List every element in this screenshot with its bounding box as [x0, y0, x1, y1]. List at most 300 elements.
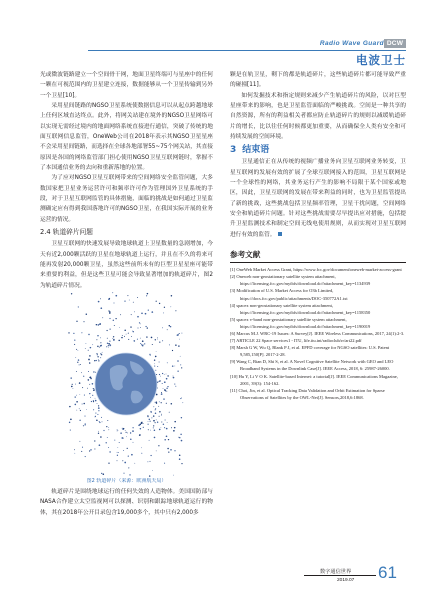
reference-item: [4] spacex non-geostationary satellite system attachment, https://licensing.fcc.gov/myibfs/download.do?attachment_key=1158350 — [230, 302, 371, 315]
debris-dot — [128, 455, 129, 456]
debris-dot — [108, 429, 109, 430]
debris-dot — [80, 410, 81, 411]
debris-dot — [161, 421, 162, 422]
debris-dot — [173, 430, 175, 432]
debris-dot — [109, 312, 110, 313]
debris-dot — [142, 340, 144, 342]
reference-item: [9] Wang C, Bian D, Shi S, et al. A Novel Cognitive Satellite Network with GEO and LEO Broadband Systems in the Downlink Case[J]. IEEE Access, 2018, 6: 25987-26000. — [230, 359, 394, 372]
debris-dot — [95, 398, 96, 399]
debris-dot — [85, 343, 86, 344]
debris-dot — [168, 451, 169, 452]
debris-dot — [149, 419, 150, 420]
debris-dot — [96, 339, 97, 340]
debris-dot — [122, 460, 123, 461]
debris-dot — [124, 300, 125, 301]
paragraph: 如何发掘技术和指定规则来减少产生轨道碎片的风险，以对巨型星座带来的影响，也是卫星监管面临的严峻挑战。空间是一种共享的自然资源，所有的利益相关者都应防止轨道碎片的规则以减缓轨道碎片的增长，比以往任何时候都更加重要，从而确保全人类有安全和可持续发展的空间环境。 — [230, 92, 406, 141]
debris-dot — [71, 293, 72, 294]
debris-dot — [89, 355, 91, 357]
debris-dot — [75, 357, 76, 358]
debris-dot — [161, 414, 162, 415]
debris-dot — [139, 434, 141, 436]
debris-dot — [130, 432, 131, 433]
debris-dot — [161, 415, 162, 416]
debris-dot — [156, 300, 157, 301]
debris-dot — [155, 412, 157, 414]
debris-dot — [159, 361, 160, 362]
header-rule — [88, 50, 406, 51]
debris-dot — [166, 391, 167, 392]
debris-dot — [100, 342, 101, 343]
debris-dot — [120, 314, 121, 315]
debris-dot — [118, 430, 119, 431]
debris-dot — [109, 340, 110, 341]
debris-dot — [76, 410, 77, 411]
debris-dot — [179, 437, 180, 438]
debris-dot — [179, 454, 181, 456]
debris-dot — [155, 402, 156, 403]
debris-dot — [175, 344, 177, 346]
debris-dot — [75, 403, 77, 405]
debris-dot — [166, 374, 167, 375]
debris-dot — [117, 460, 118, 461]
debris-dot — [166, 428, 168, 430]
debris-dot — [164, 463, 165, 464]
debris-dot — [112, 292, 113, 293]
debris-dot — [181, 440, 183, 442]
debris-dot — [120, 432, 122, 434]
header-english-title: Radio Wave Guard — [319, 40, 384, 47]
debris-dot — [100, 337, 101, 338]
debris-dot — [174, 366, 175, 367]
debris-dot — [153, 427, 154, 428]
debris-dot — [164, 381, 166, 383]
debris-dot — [76, 320, 77, 321]
debris-dot — [144, 343, 145, 344]
debris-dot — [121, 337, 122, 338]
debris-dot — [159, 428, 161, 430]
debris-dot — [88, 379, 90, 381]
debris-dot — [127, 448, 128, 449]
debris-dot — [94, 440, 95, 441]
debris-dot — [161, 393, 163, 395]
debris-dot — [97, 356, 98, 357]
debris-dot — [169, 412, 170, 413]
debris-dot — [177, 334, 178, 335]
debris-dot — [103, 430, 104, 431]
debris-dot — [154, 429, 156, 431]
debris-dot — [140, 428, 141, 429]
debris-dot — [98, 432, 99, 433]
debris-dot — [173, 376, 174, 377]
debris-dot — [130, 326, 131, 327]
debris-dot — [175, 310, 176, 311]
debris-dot — [168, 439, 169, 440]
debris-dot — [160, 376, 161, 377]
debris-dot — [106, 426, 107, 427]
debris-dot — [117, 447, 118, 448]
subsection-heading: 2.4 轨道碎片问题 — [40, 228, 93, 237]
debris-dot — [177, 370, 178, 371]
debris-dot — [88, 334, 89, 335]
debris-dot — [171, 403, 173, 405]
debris-dot — [109, 328, 110, 329]
debris-dot — [75, 396, 76, 397]
figure-caption: 图2 轨道碎片（来源：欧洲航天局） — [86, 477, 167, 484]
debris-dot — [85, 348, 86, 349]
debris-dot — [97, 335, 98, 336]
debris-dot — [93, 371, 94, 372]
debris-dot — [174, 421, 176, 423]
debris-dot — [146, 295, 147, 296]
debris-dot — [90, 376, 92, 378]
reference-item: [10] Hu Y, Li V O K. Satellite-based Internet: a tutorial[J]. IEEE Communications Magazine, 2001, 39(3): 154-162. — [230, 373, 398, 386]
paragraph: 光或微波链路建立一个空间骨干网，地面卫星终端可与星座中的任何一颗在可视范围内的卫星建立连接，数据能够从一个卫星传输到另外一个卫星[10]。 — [40, 72, 213, 99]
debris-dot — [156, 351, 157, 352]
reference-item: [1] OneWeb Market Access Grant, https://www.fcc.gov/document/oneweb-market-access-grant — [230, 267, 402, 273]
end-mark-icon — [278, 232, 282, 236]
debris-dot — [83, 425, 84, 426]
debris-dot — [163, 423, 164, 424]
debris-dot — [99, 444, 101, 446]
footer-date: 2019.07 — [337, 578, 355, 583]
debris-dot — [112, 338, 113, 339]
debris-dot — [150, 421, 151, 422]
debris-dot — [156, 450, 157, 451]
debris-dot — [167, 448, 169, 450]
debris-dot — [157, 421, 158, 422]
debris-dot — [167, 329, 168, 330]
debris-dot — [114, 325, 115, 326]
debris-dot — [137, 339, 138, 340]
debris-dot — [72, 384, 73, 385]
debris-dot — [70, 418, 72, 420]
section-heading — [230, 144, 406, 156]
debris-dot — [150, 411, 152, 413]
debris-dot — [117, 429, 118, 430]
debris-dot — [166, 435, 168, 437]
debris-dot — [131, 336, 132, 337]
debris-dot — [79, 408, 80, 409]
reference-item: [11] Choi, Jin, et al. Optical Tracking Data Validation and Orbit Estimation for Sparse Observations of Satellites by the OWL-Net[J]. Sensors,2018,6:1868. — [230, 387, 385, 400]
debris-dot — [158, 406, 159, 407]
debris-dot — [166, 378, 168, 380]
debris-dot — [106, 346, 107, 347]
debris-dot — [68, 332, 69, 333]
debris-dot — [71, 385, 73, 387]
debris-dot — [137, 316, 139, 318]
debris-dot — [80, 364, 81, 365]
debris-dot — [180, 364, 181, 365]
debris-dot — [173, 377, 175, 379]
debris-dot — [127, 295, 128, 296]
debris-dot — [159, 380, 160, 381]
debris-dot — [162, 340, 163, 341]
debris-dot — [125, 430, 126, 431]
debris-dot — [178, 345, 179, 346]
debris-dot — [179, 458, 181, 460]
debris-dot — [158, 445, 159, 446]
debris-dot — [83, 403, 85, 405]
debris-dot — [164, 427, 165, 428]
debris-dot — [181, 463, 182, 464]
debris-dot — [150, 355, 151, 356]
debris-dot — [155, 355, 157, 357]
debris-dot — [131, 314, 132, 315]
debris-dot — [79, 364, 80, 365]
debris-dot — [156, 394, 158, 396]
debris-dot — [86, 313, 87, 314]
debris-dot — [155, 409, 156, 410]
debris-dot — [93, 409, 94, 410]
debris-dot — [113, 336, 114, 337]
debris-dot — [148, 416, 149, 417]
paragraph: 颗是在轨卫星，剩下的都是轨道碎片，这些轨道碎片都可能导致严重的碰撞[11]。 — [230, 72, 406, 89]
debris-dot — [115, 318, 116, 319]
debris-dot — [162, 327, 163, 328]
debris-dot — [162, 373, 163, 374]
paragraph: 轨道碎片是围绕地球运行的任何失效的人造物体。美国国防部与NASA合作建立太空监视网可以探测、识别和跟踪地球轨道运行的物体，其在2018年公开目录包含19,000多个，其中只有2,000多 — [40, 488, 213, 516]
debris-dot — [133, 331, 134, 332]
debris-dot — [154, 359, 155, 360]
debris-dot — [159, 401, 160, 402]
debris-dot — [107, 342, 108, 343]
paragraph — [230, 157, 406, 240]
debris-dot — [76, 395, 77, 396]
debris-dot — [154, 365, 155, 366]
debris-dot — [113, 339, 114, 340]
debris-dot — [107, 437, 108, 438]
right-column — [230, 70, 406, 401]
debris-dot — [181, 397, 182, 398]
debris-dot — [163, 388, 164, 389]
debris-dot — [118, 452, 119, 453]
debris-dot — [138, 424, 140, 426]
debris-dot — [150, 430, 151, 431]
debris-dot — [172, 365, 174, 367]
debris-dot — [157, 337, 158, 338]
debris-dot — [140, 327, 141, 328]
debris-dot — [109, 344, 110, 345]
debris-dot — [114, 302, 115, 303]
debris-dot — [129, 474, 130, 475]
debris-dot — [84, 394, 85, 395]
debris-dot — [88, 359, 90, 361]
debris-dot — [179, 333, 180, 334]
debris-dot — [108, 462, 109, 463]
debris-dot — [137, 327, 138, 328]
debris-dot — [106, 330, 107, 331]
debris-dot — [99, 422, 100, 423]
debris-dot — [132, 427, 133, 428]
debris-dot — [100, 298, 101, 299]
debris-dot — [150, 461, 151, 462]
dcw-logo: DCW — [384, 39, 406, 48]
debris-dot — [85, 423, 86, 424]
debris-dot — [147, 461, 148, 462]
debris-dot — [167, 375, 168, 376]
debris-dot — [156, 419, 157, 420]
debris-dot — [89, 450, 90, 451]
debris-dot — [170, 306, 171, 307]
debris-dot — [163, 398, 164, 399]
debris-dot — [175, 386, 176, 387]
debris-dot — [174, 450, 175, 451]
debris-dot — [143, 344, 144, 345]
debris-dot — [95, 412, 96, 413]
debris-dot — [129, 299, 130, 300]
reference-item: [5] spacex v-band non-geostationary satellite system attachment, https://licensing.fcc.gov/myibfs/download.do?attachment_key=1190019 — [230, 316, 371, 329]
debris-dot — [93, 388, 94, 389]
debris-dot — [141, 453, 142, 454]
debris-dot — [162, 383, 163, 384]
debris-dot — [83, 375, 84, 376]
debris-dot — [97, 414, 98, 415]
debris-dot — [156, 402, 157, 403]
debris-dot — [82, 387, 83, 388]
debris-dot — [102, 352, 103, 353]
debris-dot — [102, 317, 103, 318]
debris-dot — [161, 427, 162, 428]
debris-dot — [164, 439, 166, 441]
debris-dot — [133, 442, 134, 443]
debris-dot — [98, 407, 100, 409]
debris-dot — [98, 360, 99, 361]
debris-dot — [170, 326, 171, 327]
section-number: 3 — [230, 145, 237, 156]
debris-dot — [182, 402, 183, 403]
debris-dot — [89, 384, 90, 385]
debris-dot — [149, 440, 150, 441]
debris-dot — [101, 353, 102, 354]
debris-dot — [149, 475, 150, 476]
debris-dot — [159, 416, 160, 417]
debris-dot — [70, 377, 71, 378]
debris-dot — [155, 370, 156, 371]
debris-dot — [179, 339, 180, 340]
debris-dot — [107, 338, 108, 339]
debris-dot — [147, 327, 148, 328]
debris-dot — [95, 372, 96, 373]
debris-dot — [90, 397, 91, 398]
debris-dot — [108, 447, 109, 448]
paragraph: 卫星互联网的快速发展导致地球轨道上卫星数量的急剧增加，今天有近2,000颗活跃的卫星在地球轨道上运行，并且在不久的将来可能再发射20,000颗卫星，虽然这些前所未有的巨型卫星星座可能带来重要的利益，但是这些卫星可能会导致显著增加的轨道碎片，图2为轨道碎片情况。 — [40, 241, 213, 289]
debris-dot — [147, 293, 149, 295]
debris-dot — [154, 363, 155, 364]
debris-dot — [70, 429, 71, 430]
debris-dot — [134, 311, 135, 312]
debris-dot — [137, 297, 138, 298]
debris-dot — [181, 333, 182, 334]
debris-dot — [177, 360, 179, 362]
debris-dot — [159, 303, 160, 304]
debris-dot — [108, 427, 109, 428]
debris-dot — [78, 359, 79, 360]
debris-dot — [139, 322, 140, 323]
debris-dot — [82, 403, 83, 404]
debris-dot — [124, 336, 125, 337]
debris-dot — [93, 401, 94, 402]
debris-dot — [128, 333, 129, 334]
debris-dot — [108, 345, 109, 346]
debris-dot — [143, 423, 144, 424]
debris-dot — [100, 436, 102, 438]
debris-dot — [119, 327, 120, 328]
debris-dot — [167, 422, 168, 423]
debris-dot — [155, 339, 156, 340]
debris-dot — [76, 371, 77, 372]
debris-dot — [99, 421, 100, 422]
debris-dot — [127, 432, 128, 433]
debris-dot — [132, 330, 133, 331]
debris-dot — [152, 470, 153, 471]
reference-item: [8] Marsh G W, Wu Q, Blank P J, et al. EPFD coverage for NGSO satellites: U.S. Patent 9,585,150[P]. 2017-2-28. — [230, 345, 390, 358]
debris-dot — [156, 374, 157, 375]
debris-dot — [86, 409, 87, 410]
debris-dot — [155, 422, 156, 423]
debris-dot — [153, 425, 154, 426]
debris-dot — [140, 323, 141, 324]
debris-dot — [141, 312, 143, 314]
debris-dot — [94, 448, 95, 449]
debris-dot — [169, 325, 170, 326]
debris-dot — [82, 447, 83, 448]
debris-dot — [117, 452, 118, 453]
debris-dot — [180, 434, 181, 435]
reference-item: [7] ARTICLE 22 Space services1 - ITU, life.itu.int/radioclub/rr/art22.pdf — [230, 338, 362, 344]
debris-dot — [98, 410, 99, 411]
reference-item: [6] Marcus M.J. WRC-19 Issues: A Survey[J]. IEEE Wireless Communications, 2017, 24(1):2-3. — [230, 331, 405, 336]
debris-dot — [96, 324, 97, 325]
debris-dot — [69, 406, 70, 407]
debris-dot — [78, 306, 79, 307]
debris-dot — [101, 473, 102, 474]
debris-dot — [140, 338, 141, 339]
debris-dot — [148, 429, 149, 430]
debris-dot — [79, 382, 81, 384]
debris-dot — [106, 442, 107, 443]
debris-dot — [76, 401, 78, 403]
debris-dot — [117, 430, 118, 431]
debris-dot — [100, 307, 102, 309]
debris-dot — [74, 449, 75, 450]
debris-dot — [95, 416, 96, 417]
debris-dot — [164, 389, 166, 391]
debris-dot — [115, 295, 117, 297]
debris-dot — [79, 394, 80, 395]
debris-dot — [123, 473, 124, 474]
debris-dot — [157, 338, 158, 339]
debris-dot — [148, 421, 149, 422]
debris-dot — [90, 347, 92, 349]
debris-dot — [100, 323, 101, 324]
debris-dot — [108, 298, 110, 300]
debris-dot — [164, 307, 165, 308]
debris-dot — [97, 354, 98, 355]
debris-dot — [153, 420, 155, 422]
debris-dot — [153, 415, 154, 416]
debris-dot — [74, 339, 75, 340]
debris-dot — [124, 462, 126, 464]
footer-magazine-name: 数字通信世界 — [320, 569, 352, 575]
debris-dot — [84, 415, 85, 416]
debris-dot — [169, 344, 170, 345]
debris-dot — [81, 372, 82, 373]
debris-dot — [166, 387, 167, 388]
debris-dot — [123, 450, 124, 451]
debris-dot — [78, 350, 79, 351]
debris-dot — [97, 346, 98, 347]
debris-dot — [148, 309, 149, 310]
